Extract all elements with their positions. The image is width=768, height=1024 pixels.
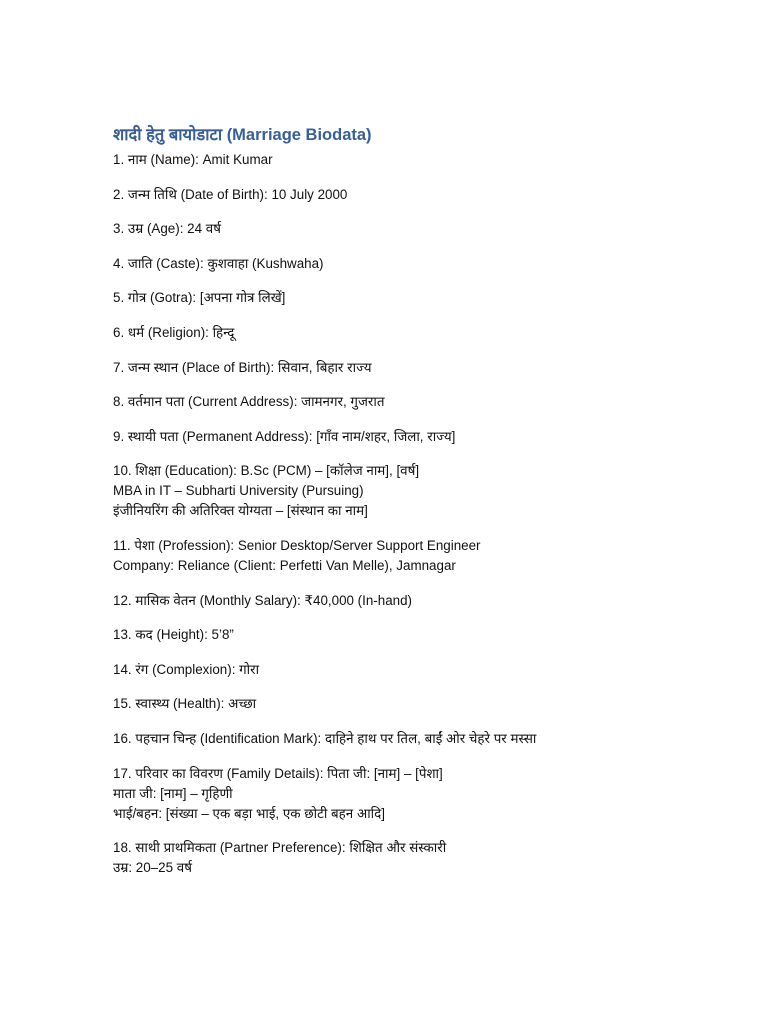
- biodata-item: [113, 185, 658, 205]
- biodata-line: 5. गोत्र (Gotra): [अपना गोत्र लिखें]: [113, 290, 286, 306]
- biodata-line: 18. साथी प्राथमिकता (Partner Preference): शिक्षित और संस्कारी: [113, 840, 447, 856]
- biodata-item: [113, 392, 658, 412]
- biodata-line: 6. धर्म (Religion): हिन्दू: [113, 324, 235, 340]
- biodata-line: उम्र: 20–25 वर्ष: [113, 860, 192, 876]
- biodata-item: [113, 219, 658, 239]
- biodata-line: Company: Reliance (Client: Perfetti Van Melle), Jamnagar: [113, 557, 456, 573]
- biodata-list: [113, 150, 658, 878]
- biodata-item: [113, 427, 658, 447]
- biodata-line: 14. रंग (Complexion): गोरा: [113, 661, 260, 677]
- title-english: (Marriage Biodata): [226, 126, 372, 144]
- biodata-item: [113, 358, 658, 378]
- biodata-line: 13. कद (Height): 5’8”: [113, 627, 234, 643]
- biodata-line: 17. परिवार का विवरण (Family Details): पिता जी: [नाम] – [पेशा]: [113, 765, 443, 781]
- biodata-line: 12. मासिक वेतन (Monthly Salary): ₹40,000 (In-hand): [113, 592, 413, 608]
- biodata-line: 7. जन्म स्थान (Place of Birth): सिवान, बिहार राज्य: [113, 359, 372, 375]
- biodata-item: [113, 764, 658, 824]
- biodata-item: [113, 694, 658, 714]
- biodata-line: 3. उम्र (Age): 24 वर्ष: [113, 221, 221, 237]
- biodata-line: 2. जन्म तिथि (Date of Birth): 10 July 2000: [113, 186, 348, 202]
- biodata-item: [113, 288, 658, 308]
- title-hindi: शादी हेतु बायोडाटा: [113, 126, 223, 144]
- document-page: [113, 124, 658, 893]
- biodata-item: [113, 838, 658, 878]
- biodata-line: 10. शिक्षा (Education): B.Sc (PCM) – [कॉलेज नाम], [वर्ष]: [113, 463, 420, 479]
- biodata-line: 1. नाम (Name): Amit Kumar: [113, 152, 273, 167]
- biodata-line: भाई/बहन: [संख्या – एक बड़ा भाई, एक छोटी बहन आदि]: [113, 805, 385, 821]
- biodata-item: [113, 461, 658, 521]
- document-title: [113, 124, 658, 146]
- biodata-item: [113, 591, 658, 611]
- biodata-line: 15. स्वास्थ्य (Health): अच्छा: [113, 696, 257, 712]
- biodata-line: 8. वर्तमान पता (Current Address): जामनगर, गुजरात: [113, 394, 385, 410]
- biodata-line: माता जी: [नाम] – गृहिणी: [113, 785, 233, 801]
- biodata-line: 9. स्थायी पता (Permanent Address): [गाँव नाम/शहर, जिला, राज्य]: [113, 428, 456, 444]
- biodata-line: MBA in IT – Subharti University (Pursuing): [113, 483, 364, 499]
- biodata-item: [113, 150, 658, 170]
- biodata-line: इंजीनियरिंग की अतिरिक्त योग्यता – [संस्थान का नाम]: [113, 503, 368, 519]
- biodata-item: [113, 729, 658, 749]
- biodata-item: [113, 536, 658, 576]
- biodata-item: [113, 660, 658, 680]
- biodata-line: 11. पेशा (Profession): Senior Desktop/Server Support Engineer: [113, 537, 481, 553]
- biodata-item: [113, 254, 658, 274]
- biodata-item: [113, 323, 658, 343]
- biodata-line: 4. जाति (Caste): कुशवाहा (Kushwaha): [113, 255, 324, 271]
- biodata-line: 16. पहचान चिन्ह (Identification Mark): दाहिने हाथ पर तिल, बाईं ओर चेहरे पर मस्सा: [113, 730, 537, 746]
- biodata-item: [113, 625, 658, 645]
